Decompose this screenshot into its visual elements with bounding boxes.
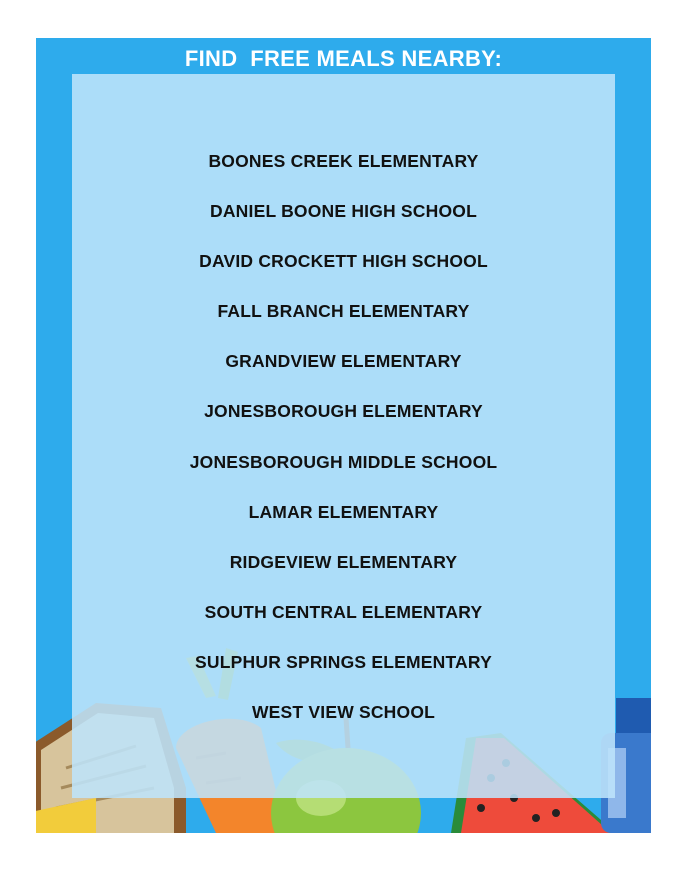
list-item: BOONES CREEK ELEMENTARY (208, 151, 479, 171)
school-list (72, 149, 615, 750)
list-item: SULPHUR SPRINGS ELEMENTARY (195, 651, 492, 672)
list-item: DANIEL BOONE HIGH SCHOOL (210, 201, 477, 222)
list-item: RIDGEVIEW ELEMENTARY (229, 551, 458, 572)
list-item: WEST VIEW SCHOOL (251, 702, 436, 723)
list-item: JONESBOROUGH MIDDLE SCHOOL (189, 451, 498, 472)
list-item: SOUTH CENTRAL ELEMENTARY (204, 601, 483, 622)
list-item: FALL BRANCH ELEMENTARY (217, 301, 470, 322)
page-title: FIND FREE MEALS NEARBY: (184, 46, 503, 71)
list-item: LAMAR ELEMENTARY (248, 501, 439, 522)
list-item: DAVID CROCKETT HIGH SCHOOL (199, 251, 488, 272)
school-list-panel (72, 74, 615, 798)
list-item: GRANDVIEW ELEMENTARY (225, 351, 462, 372)
list-item: JONESBOROUGH ELEMENTARY (204, 401, 483, 422)
flyer-frame (36, 38, 651, 833)
